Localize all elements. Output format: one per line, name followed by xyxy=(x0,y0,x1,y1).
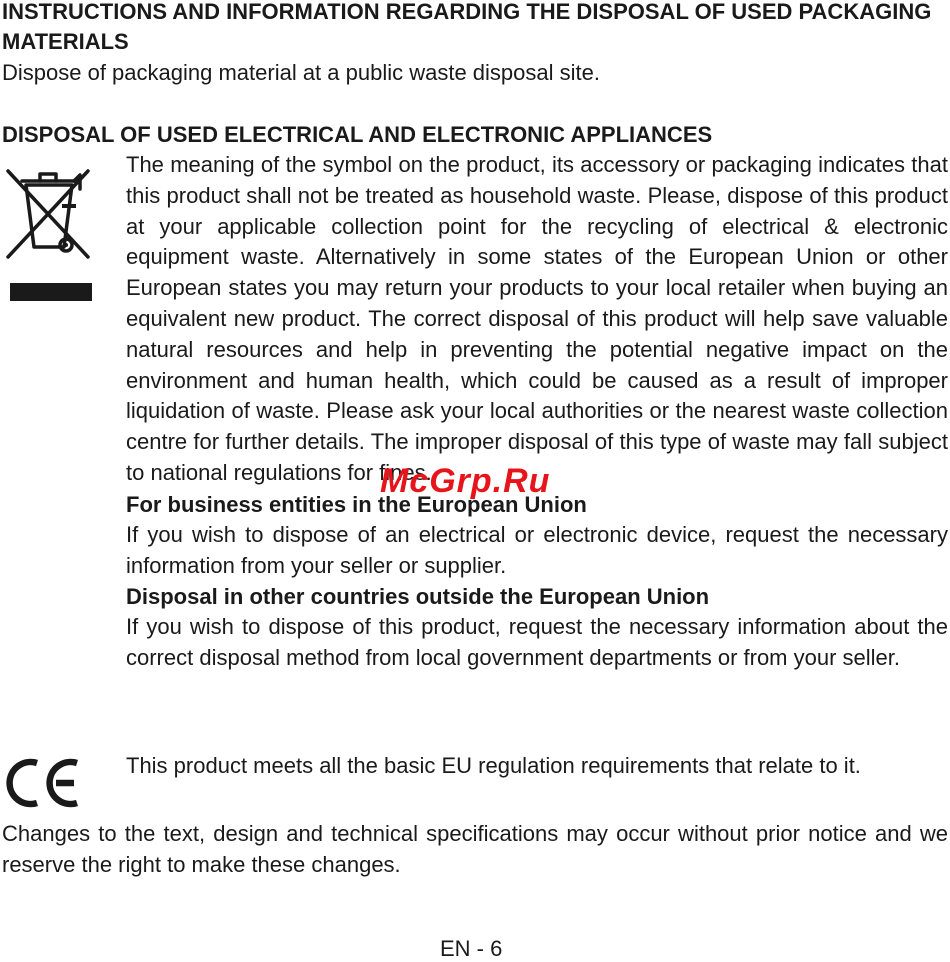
business-entities-text: If you wish to dispose of an electrical or electronic device, request the necessary information from your seller or supplier. xyxy=(126,521,948,578)
outside-eu-heading: Disposal in other countries outside the European Union xyxy=(126,584,710,610)
crossed-out-wheelie-bin-icon xyxy=(0,155,96,305)
changes-notice: Changes to the text, design and technical specifications may occur without prior notice and we reserve the right to make these changes. xyxy=(2,821,948,877)
weee-disposal-title: DISPOSAL OF USED ELECTRICAL AND ELECTRONIC APPLIANCES xyxy=(2,122,713,147)
ce-mark-icon xyxy=(6,757,82,809)
watermark: McGrp.Ru xyxy=(380,462,551,500)
ce-compliance-text: This product meets all the basic EU regulation requirements that relate to it. xyxy=(126,753,861,778)
business-entities-heading: For business entities in the European Union xyxy=(126,491,587,517)
weee-disposal-text: The meaning of the symbol on the product, its accessory or packaging indicates that this product shall not be treated as household waste. Please, dispose of this product at your applicable collection point for the recycling of electrical & electronic equipment waste. Alternatively in some states of the European Union or other European states you may return your products to your local retailer when buying an equivalent new product. The correct disposal of this product will help save valuable natural resources and help in preventing the potential negative impact on the environment and human health, which could be caused as a result of improper liquidation of waste. Please ask your local authorities or the nearest waste collection centre for further details. The improper disposal of this type of waste may fall subject to national regulations for fines. xyxy=(126,152,948,485)
packaging-disposal-text: Dispose of packaging material at a public waste disposal site. xyxy=(2,60,600,85)
weee-disposal-block xyxy=(126,150,948,674)
packaging-disposal-title: INSTRUCTIONS AND INFORMATION REGARDING THE DISPOSAL OF USED PACKAGING MATERIALS xyxy=(2,0,932,54)
outside-eu-text: If you wish to dispose of this product, request the necessary information about the correct disposal method from local government departments or from your seller. xyxy=(126,614,948,671)
page-number: EN - 6 xyxy=(440,936,503,961)
